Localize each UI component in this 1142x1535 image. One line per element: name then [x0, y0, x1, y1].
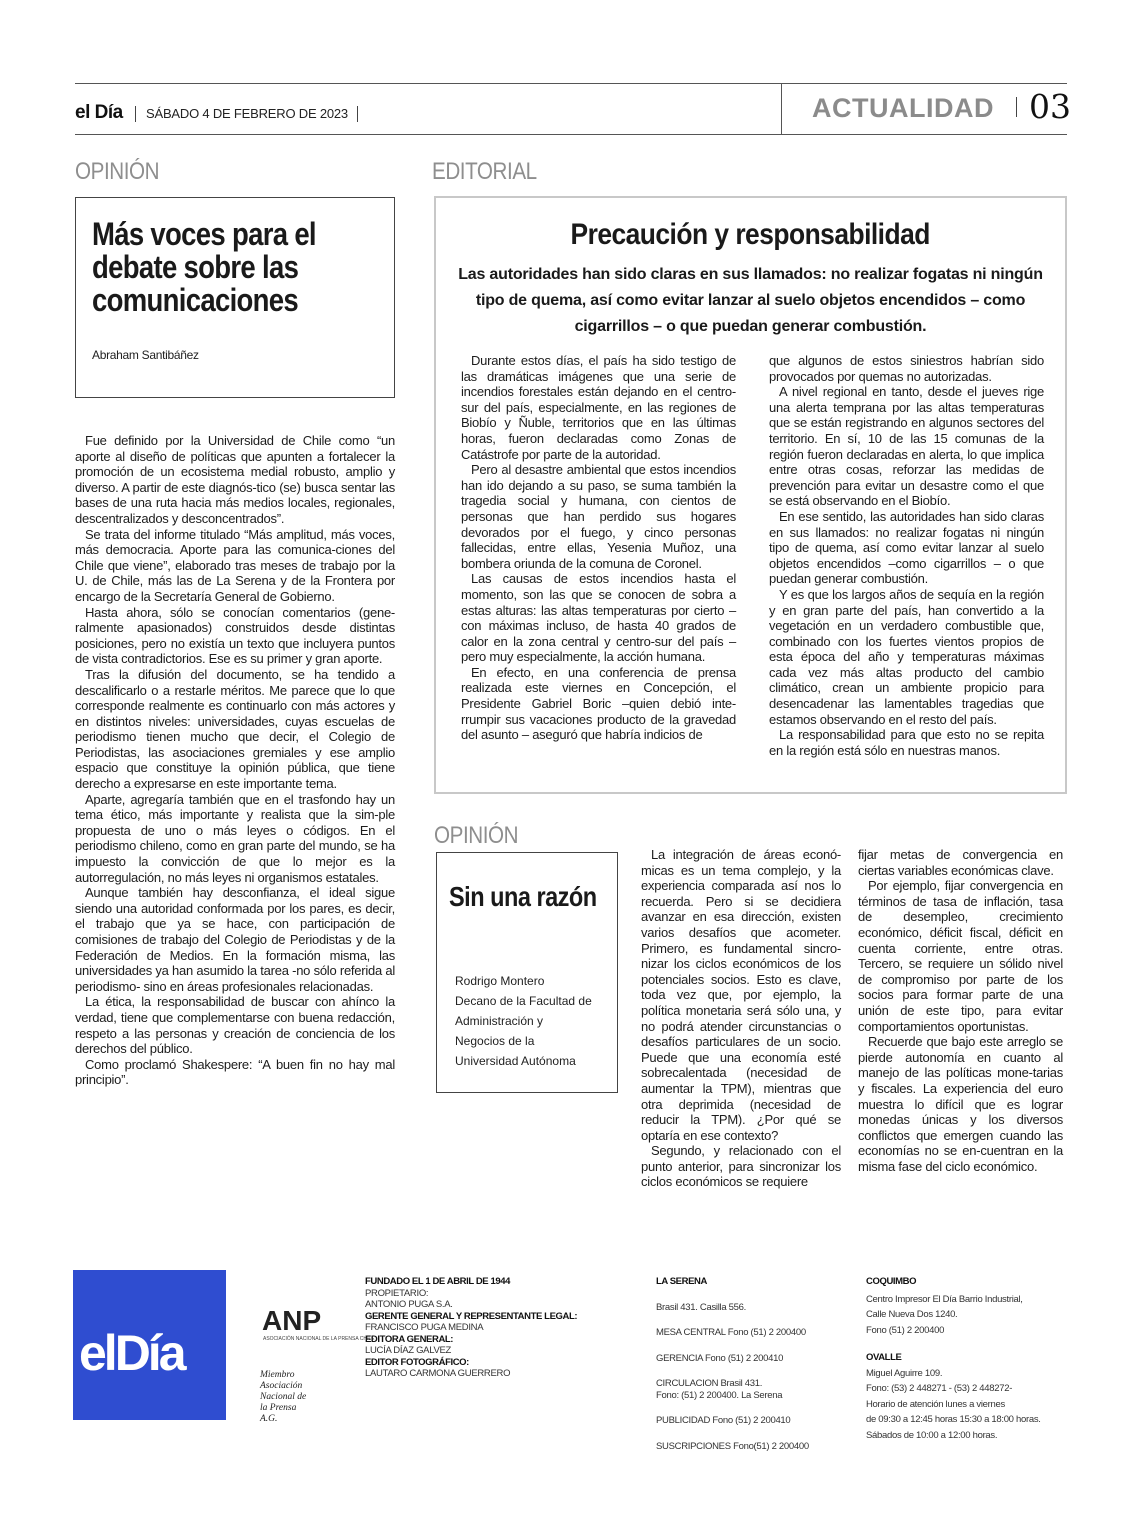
opinion-author: Abraham Santibáñez [92, 348, 199, 362]
paragraph: Hasta ahora, sólo se conocían comentarios (gene-ralmente apasionados) construidos desde distintas posiciones, pero no existía un texto que incluyera puntos de vista contradictorios. Ese es su primer y gran aporte. [75, 604, 395, 667]
opinion-title-box [75, 197, 395, 398]
contact-line: Centro Impresor El Día Barrio Industrial, [866, 1293, 1023, 1305]
editorial-column-2 [769, 353, 1044, 758]
paragraph: Aunque también hay desconfianza, el ideal sigue siendo una autoridad conformada por los pares, es decir, el trabajo que ya se hace, con participación de comisiones de trabajo del Colegio de Periodistas y de la Federación de Medios. En la formación misma, las universidades ya han asumido la tarea -no sólo referida al periodismo- sino en áreas profesionales relacionadas. [75, 885, 395, 994]
contact-line: CIRCULACION Brasil 431. [656, 1378, 763, 1389]
editor-value: LUCÍA DÍAZ GALVEZ [365, 1345, 452, 1356]
contact-line: Brasil 431. Casilla 556. [656, 1301, 746, 1313]
manager-value: FRANCISCO PUGA MEDINA [365, 1322, 484, 1333]
opinion-author [455, 971, 615, 1071]
owner-label: PROPIETARIO: [365, 1287, 429, 1299]
opinion-label: OPINIÓN [75, 158, 160, 185]
author-line: Decano de la Facultad de [455, 994, 592, 1008]
anp-caption [260, 1370, 306, 1425]
header-separator [357, 106, 358, 122]
contact-line: Fono: (51) 2 200400. La Serena [656, 1389, 783, 1401]
opinion-body [75, 433, 395, 1088]
caption-line: Miembro [260, 1370, 295, 1380]
footer-logo-text: elDía [79, 1325, 184, 1381]
editor-label: EDITORA GENERAL: [365, 1333, 454, 1345]
header-bottom-rule [75, 134, 1067, 135]
paragraph: Tras la difusión del documento, se ha tendido a descalificarlo o a restarle méritos. Me parece que lo que corresponde realmente es continuarlo con más actores y en distintos niveles: universidades, cuyas escuelas de periodismo tienen mucho que decir, el Colegio de Periodistas, las asociaciones gremiales y ese amplio espacio que constituye la opinión pública, que tiene derecho a expresarse en este importante tema. [75, 666, 395, 792]
contact-line: Fono: (53) 2 448271 - (53) 2 448272- [866, 1383, 1013, 1394]
paragraph: Como proclamó Shakespere: “A buen fin no hay mal principio”. [75, 1056, 395, 1088]
paragraph: Pero al desastre ambiental que estos incendios han ido dejando a su paso, se suma también la tragedia social y humana, con cientos de personas que han perdido sus hogares devorados por el fuego, y cinco personas fallecidas, entre ellas, Yesenia Muñoz, una bombera oriunda de la comuna de Coronel. [461, 462, 736, 571]
caption-line: Nacional de [260, 1392, 307, 1402]
paragraph: Se trata del informe titulado “Más amplitud, más voces, más democracia. Aporte para las comunica-ciones del Chile que viene”, elaborado tras meses de trabajo por la U. de Chile, más las de La Serena y de la Frontera por encargo de la Secretaría General de Gobierno. [75, 526, 395, 604]
anp-logo-icon [261, 1300, 375, 1356]
la-serena-label: LA SERENA [656, 1276, 707, 1287]
paragraph: Segundo, y relacionado con el punto anterior, para sincronizar los ciclos económicos se requiere [641, 1143, 841, 1190]
owner-value: ANTONIO PUGA S.A. [365, 1299, 453, 1310]
paragraph: Fue definido por la Universidad de Chile como “un aporte al diseño de políticas que apunten a fortalecer la promoción de un ecosistema medial robusto, amplio y diverso. A partir de este diagnós-tico (se) busca sentar las bases de una ruta hacia más medios locales, regionales, descentralizados y desconcentrados”. [75, 433, 395, 526]
contact-line: Miguel Aguirre 109. [866, 1367, 943, 1379]
editorial-lead: Las autoridades han sido claras en sus llamados: no realizar fogatas ni ningún tipo de quema, así como evitar lanzar al suelo objetos encendidos – como cigarrillos – o que puedan generar combustión. [458, 266, 1043, 335]
contact-line: Sábados de 10:00 a 12:00 horas. [866, 1429, 998, 1441]
author-line: Rodrigo Montero [455, 974, 545, 988]
coquimbo-label: COQUIMBO [866, 1276, 917, 1287]
paragraph: Aparte, agregaría también que en el trasfondo hay un tema ético, más importante y realista que la sim-ple propuesta de uno o más leyes o códigos. En el periodismo chileno, como en gran parte del mundo, se ha impuesto la convicción de que lo mejor es la autorregulación, no más leyes ni organismos estatales. [75, 791, 395, 885]
paragraph: La integración de áreas econó-micas es un tema complejo, y la experiencia comparada así nos lo recuerda. Pero si se decidiera avanzar en esa dirección, existen varios desafíos que acometer. Primero, es fundamental sincro-nizar los ciclos económicos de los potenciales socios. Esto es clave, toda vez que, por ejemplo, la política monetaria será sólo una, y no podrá atender circunstancias o desafíos particulares de un socio. Puede que una economía esté sobrecalentada (necesidad de aumentar la TPM), mientras que otra deprimida (necesidad de reducir la TPM). ¿Por qué se optaría en ese contexto? [641, 847, 841, 1143]
paragraph: A nivel regional en tanto, desde el jueves rige una alerta temprana por las altas temperaturas que se están registrando en algunos sectores del territorio. En sí, 10 de las 15 comunas de la región fueron declaradas en alerta, lo que implica entre otras cosas, reforzar las medidas de prevención para evitar un desastre como el que se está observando en el Biobío. [769, 384, 1044, 509]
ovalle-label: OVALLE [866, 1352, 902, 1363]
contact-line: Horario de atención lunes a viernes [866, 1398, 1005, 1410]
contact-line: PUBLICIDAD Fono (51) 2 200410 [656, 1415, 791, 1426]
footer-logo [73, 1270, 226, 1420]
header-top-rule [75, 83, 1067, 84]
paragraph: fijar metas de convergencia en ciertas variables económicas clave. [858, 847, 1063, 878]
page-number: 03 [1029, 87, 1071, 126]
editorial-box [434, 196, 1067, 794]
manager-label: GERENTE GENERAL Y REPRESENTANTE LEGAL: [365, 1310, 578, 1322]
paragraph: En ese sentido, las autoridades han sido claras en sus llamados: no realizar fogatas ni ningún tipo de quema, así como evitar lanzar al suelo objetos encendidos –como cigarrillos – o que puedan generar combustión. [769, 508, 1044, 587]
header-divider [781, 84, 782, 134]
paragraph: que algunos de estos siniestros habrían sido provocados por quemas no autorizadas. [769, 353, 1044, 384]
anp-logo-small-text: ASOCIACIÓN NACIONAL DE LA PRENSA CHILE [263, 1336, 375, 1342]
paragraph: Durante estos días, el país ha sido testigo de las dramáticas imágenes que una serie de incendios forestales están dejando en el centro-sur del país, especialmente, en las regiones de Biobío y Ñuble, territorios que en las últimas horas, fueron declaradas como Zonas de Catástrofe por parte de la autoridad. [461, 353, 736, 462]
paragraph: La ética, la responsabilidad de buscar con ahínco la verdad, tiene que complementarse con buena redacción, respeto a las personas y creación de conciencia de los derechos del público. [75, 994, 395, 1057]
title-line: debate sobre las [92, 249, 299, 285]
paragraph: Y es que los largos años de sequía en la región y en gran parte del país, han convertido a la vegetación en un verdadero combustible que, combinado con los fuertes vientos propios de esta época del año y temperaturas máximas cada vez más altas producto del cambio climático, crean un ambiente propicio para desencadenar las lamentables tragedias que estamos observando en el resto del país. [769, 586, 1044, 727]
opinion-title: Sin una razón [449, 881, 597, 912]
editorial-column-1 [461, 353, 736, 743]
title-line: Más voces para el [92, 216, 316, 252]
la-serena-contact [656, 1276, 846, 1452]
author-line: Universidad Autónoma [455, 1054, 576, 1068]
opinion-column-1 [641, 847, 841, 1190]
coquimbo-ovalle-contact [866, 1276, 1066, 1441]
paragraph: La responsabilidad para que esto no se repita en la región está sólo en nuestras manos. [769, 727, 1044, 758]
title-line: comunicaciones [92, 282, 299, 318]
caption-line: la Prensa [260, 1403, 297, 1413]
header-date: SÁBADO 4 DE FEBRERO DE 2023 [146, 106, 348, 121]
founded-text: FUNDADO EL 1 DE ABRIL DE 1944 [365, 1276, 511, 1287]
editorial-title-text: Precaución y responsabilidad [570, 218, 931, 251]
author-line: Negocios de la [455, 1034, 535, 1048]
photo-editor-label: EDITOR FOTOGRÁFICO: [365, 1356, 469, 1368]
author-line: Administración y [455, 1014, 544, 1028]
caption-line: A.G. [260, 1414, 278, 1424]
editorial-label: EDITORIAL [432, 158, 537, 185]
contact-line: GERENCIA Fono (51) 2 200410 [656, 1352, 784, 1364]
editorial-title [436, 218, 1065, 252]
header-logo: el Día [75, 102, 123, 123]
paragraph: Por ejemplo, fijar convergencia en términos de tasa de inflación, tasa de desempleo, crecimiento económico, déficit fiscal, déficit en cuenta corriente, entre otras. Tercero, se requiere un sólido nivel de compromiso por parte de los socios para formar parte de una unión de este tipo, para evitar comportamientos oportunistas. [858, 878, 1063, 1034]
caption-line: Asociación [260, 1381, 303, 1391]
contact-line: MESA CENTRAL Fono (51) 2 200400 [656, 1327, 806, 1338]
anp-logo-letters: ANP [262, 1305, 322, 1336]
header-separator [1016, 97, 1017, 117]
contact-line: Fono (51) 2 200400 [866, 1324, 945, 1336]
photo-editor-value: LAUTARO CARMONA GUERRERO [365, 1368, 511, 1379]
paragraph: Las causas de estos incendios hasta el momento, son las que se conocen de sobra a estas alturas: las altas temperaturas por cierto –con máximas incluso, de hasta 40 grados de calor en la zona central y centro-sur del país – pero muy especialmente, la acción humana. [461, 571, 736, 665]
section-name: ACTUALIDAD [812, 93, 994, 123]
paragraph: Recuerde que bajo este arreglo se pierde autonomía en cuanto al manejo de las políticas mone-tarias y fiscales. La experiencia del euro muestra lo difícil que es lograr monedas únicas y los diversos conflictos que emergen cuando las economías no se en-cuentran en la misma fase del ciclo económico. [858, 1034, 1063, 1174]
opinion-title [92, 218, 341, 317]
paragraph: En efecto, en una conferencia de prensa realizada este viernes en Concepción, el Presidente Gabriel Boric –quien debió inte-rrumpir sus vacaciones producto de la gravedad del asunto – aseguró que habría indicios de [461, 664, 736, 743]
contact-line: de 09:30 a 12:45 horas 15:30 a 18:00 horas. [866, 1414, 1041, 1425]
masthead-credits [365, 1276, 615, 1380]
opinion-label: OPINIÓN [434, 822, 519, 849]
opinion-column-2 [858, 847, 1063, 1174]
contact-line: SUSCRIPCIONES Fono(51) 2 200400 [656, 1440, 809, 1452]
contact-line: Calle Nueva Dos 1240. [866, 1309, 958, 1320]
header-separator [135, 106, 136, 122]
opinion-title-box [436, 852, 618, 1093]
